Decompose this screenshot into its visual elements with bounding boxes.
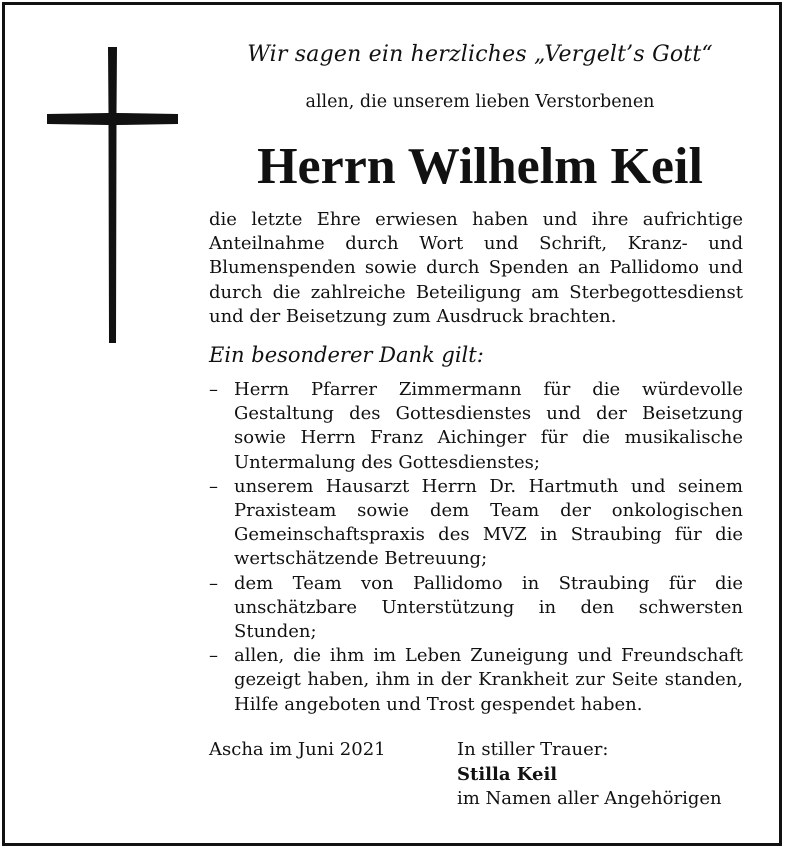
list-item-text: Herrn Pfarrer Zimmermann für die würdevolle Gestaltung des Gottesdienstes und der Beisetzung sowie Herrn Franz Aichinger für die musikalische Untermalung des Gottesdienstes;: [234, 379, 743, 473]
mourning-block: [457, 738, 722, 812]
list-item: [209, 378, 743, 475]
list-dash: –: [209, 572, 218, 594]
list-item: [209, 572, 743, 645]
list-dash: –: [209, 645, 218, 667]
mourner-note: im Namen aller Angehörigen: [457, 788, 722, 809]
list-item-text: unserem Hausarzt Herrn Dr. Hartmuth und seinem Praxisteam sowie dem Team der onkologischen Gemeinschaftspraxis des MVZ in Straubing für die wertschätzende Betreuung;: [234, 475, 743, 570]
thanks-list: [209, 378, 743, 717]
special-thanks-heading: Ein besonderer Dank gilt:: [209, 343, 484, 367]
list-item: [209, 644, 743, 717]
cross-icon: [45, 45, 180, 345]
place-date: Ascha im Juni 2021: [209, 739, 386, 760]
subtitle: allen, die unserem lieben Verstorbenen: [305, 92, 655, 112]
list-dash: –: [209, 475, 218, 497]
mourner-name: Stilla Keil: [457, 763, 558, 785]
list-item-text: dem Team von Pallidomo in Straubing für die unschätzbare Unterstützung in den schwersten Stunden;: [234, 572, 743, 643]
list-dash: –: [209, 379, 218, 400]
thanks-title: Wir sagen ein herzliches „Vergelt’s Gott“: [247, 42, 713, 67]
deceased-name: Herrn Wilhelm Keil: [257, 138, 703, 195]
list-item: [209, 475, 743, 572]
list-item-text: allen, die ihm im Leben Zuneigung und Freundschaft gezeigt haben, ihm in der Krankheit zur Seite standen, Hilfe angeboten und Trost gespendet haben.: [234, 645, 743, 715]
mourning-label: In stiller Trauer:: [457, 739, 609, 760]
intro-paragraph: die letzte Ehre erwiesen haben und ihre aufrichtige Anteilnahme durch Wort und Schrift, Kranz- und Blumenspenden sowie durch Spenden an Pallidomo und durch die zahlreiche Beteiligung am Sterbegottesdienst und der Beisetzung zum Ausdruck brachten.: [209, 209, 743, 327]
